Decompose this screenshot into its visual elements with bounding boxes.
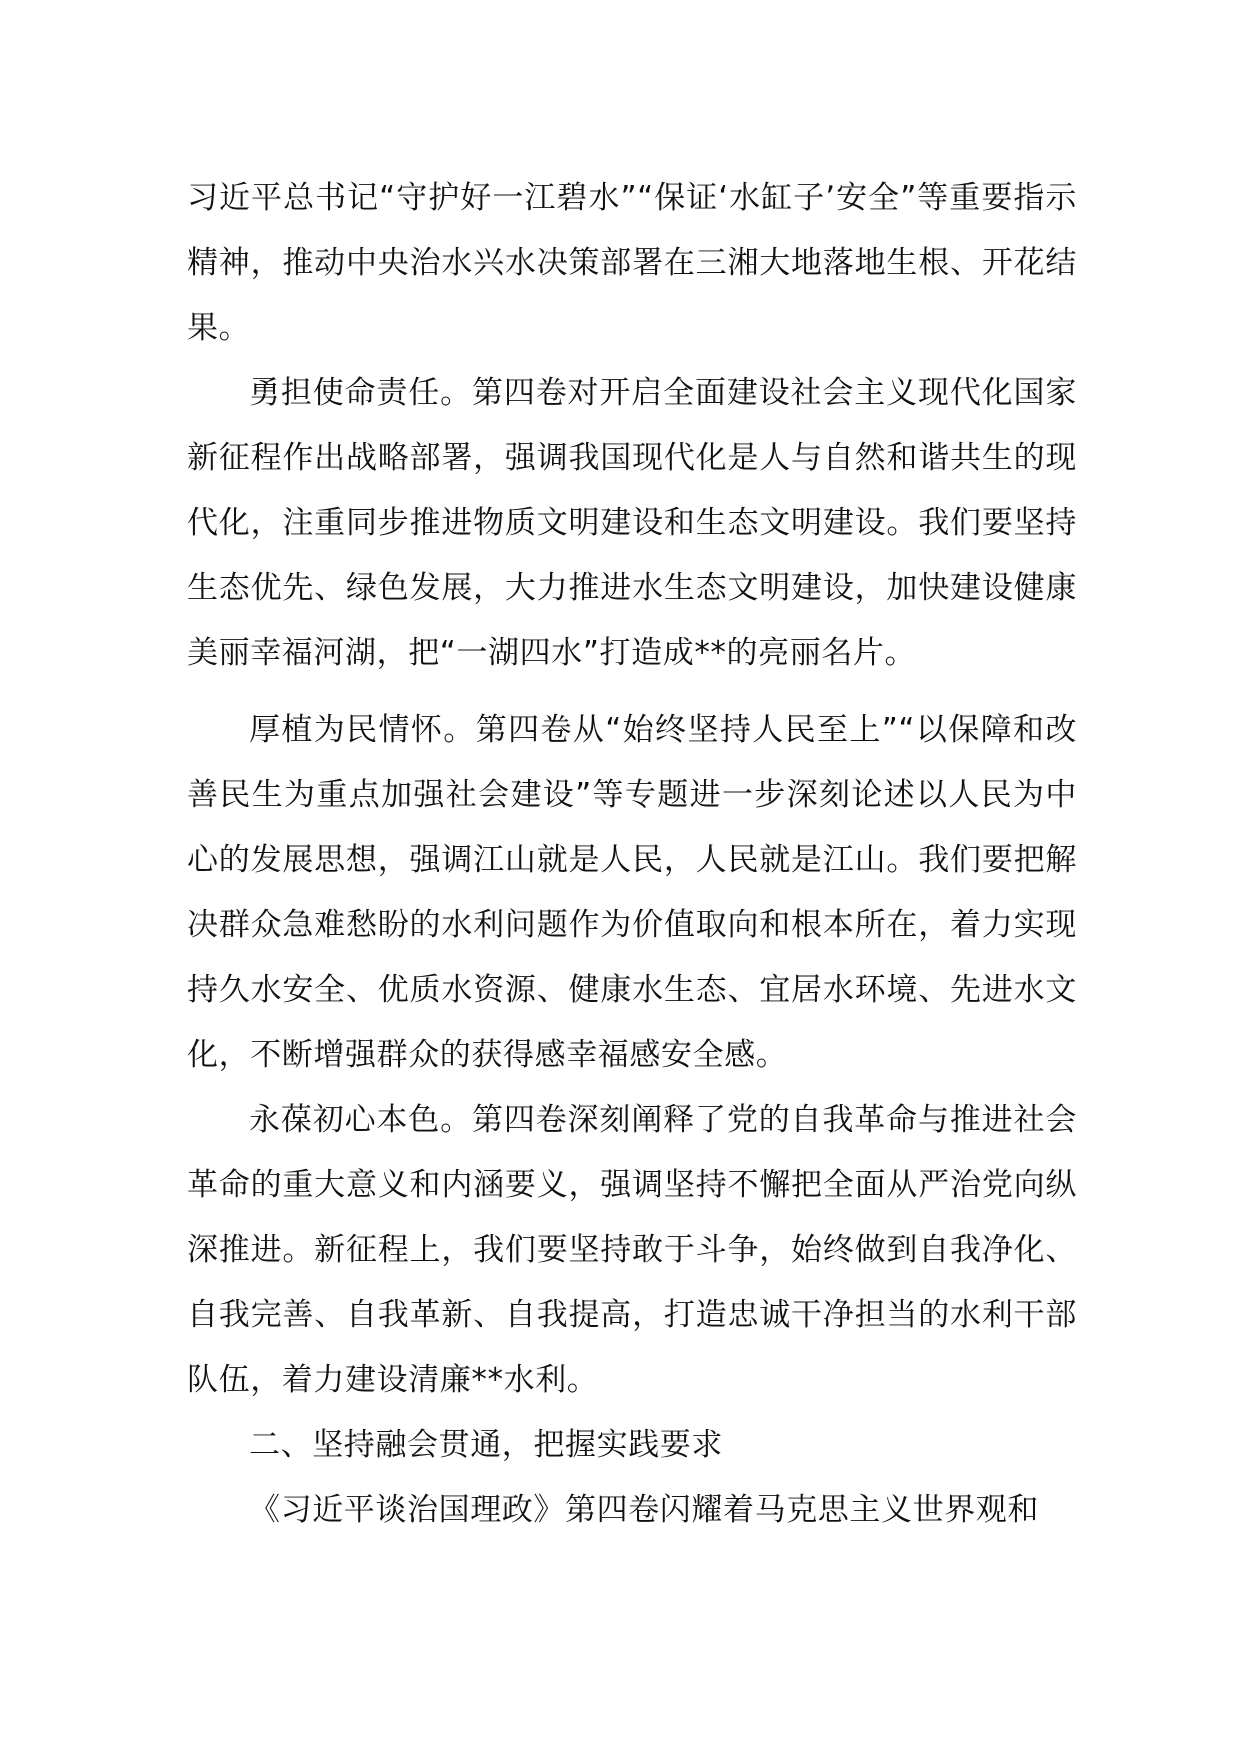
paragraph-continued: 习近平总书记“守护好一江碧水”“保证‘水缸子’安全”等重要指示精神，推动中央治水兴水决策部署在三湘大地落地生根、开花结果。 (187, 180, 1077, 346)
paragraph-practice: 《习近平谈治国理政》第四卷闪耀着马克思主义世界观和 (249, 1492, 1039, 1528)
paragraph-integrity: 永葆初心本色。第四卷深刻阐释了党的自我革命与推进社会革命的重大意义和内涵要义，强调坚持不懈把全面从严治党向纵深推进。新征程上，我们要坚持敢于斗争，始终做到自我净化、自我完善、自我革新、自我提高，打造忠诚干净担当的水利干部队伍，着力建设清廉**水利。 (187, 1102, 1077, 1398)
paragraph-mission: 勇担使命责任。第四卷对开启全面建设社会主义现代化国家新征程作出战略部署，强调我国现代化是人与自然和谐共生的现代化，注重同步推进物质文明建设和生态文明建设。我们要坚持生态优先、绿色发展，大力推进水生态文明建设，加快建设健康美丽幸福河湖，把“一湖四水”打造成**的亮丽名片。 (187, 375, 1077, 671)
section-heading: 二、坚持融会贯通，把握实践要求 (249, 1427, 723, 1463)
body-text (187, 166, 1077, 1543)
paragraph-people: 厚植为民情怀。第四卷从“始终坚持人民至上”“以保障和改善民生为重点加强社会建设”等专题进一步深刻论述以人民为中心的发展思想，强调江山就是人民，人民就是江山。我们要把解决群众急难愁盼的水利问题作为价值取向和根本所在，着力实现持久水安全、优质水资源、健康水生态、宜居水环境、先进水文化，不断增强群众的获得感幸福感安全感。 (187, 712, 1077, 1073)
